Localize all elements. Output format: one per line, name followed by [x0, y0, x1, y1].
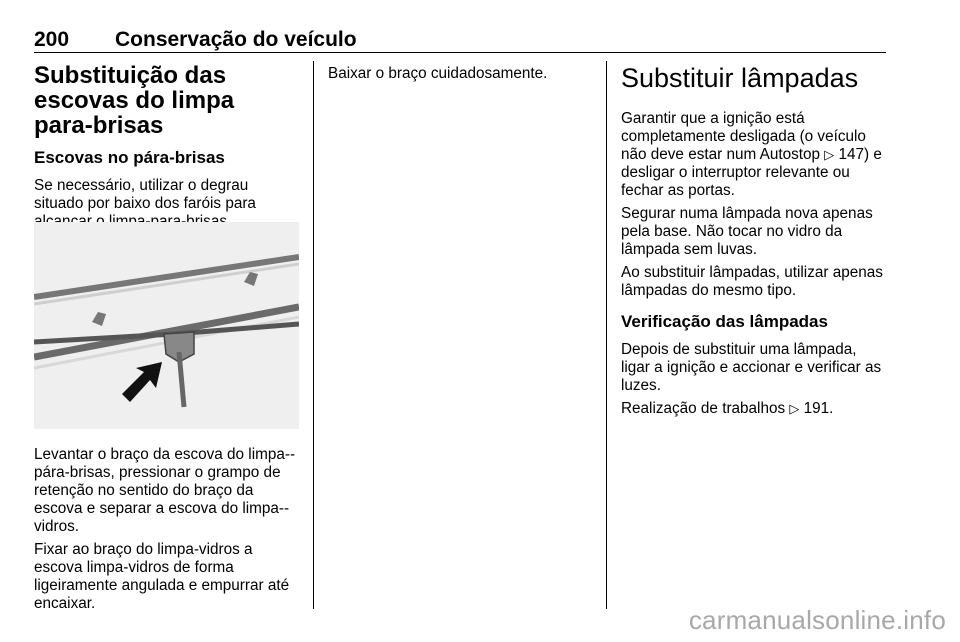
column-divider-2	[606, 61, 607, 609]
heading-replace-bulbs: Substituir lâmpadas	[621, 63, 859, 93]
paragraph-ignition-off-text: Garantir que a ignição está completamente desligada (o veículo não deve estar num Autostop	[621, 110, 866, 163]
column-left	[34, 63, 299, 231]
paragraph-ignition-off-tail: ) e desligar o interruptor relevante ou fechar as portas.	[621, 146, 882, 199]
page-reference-triangle-icon: ▷	[824, 147, 835, 162]
page-number: 200	[34, 28, 70, 51]
section-title: Conservação do veículo	[115, 28, 357, 51]
header-rule	[34, 52, 886, 53]
paragraph-remove-blade: Levantar o braço da escova do limpa--pára-brisas, pressionar o grampo de retenção no sentido do braço da escova e separar a escova do limpa--vidros.	[34, 446, 296, 535]
wiper-illustration	[34, 222, 299, 429]
heading-wiper-blades: Substituição das escovas do limpa para-brisas	[34, 62, 235, 139]
paragraph-attach-blade: Fixar ao braço do limpa-vidros a escova limpa-vidros de forma ligeiramente angulada e empurrar até encaixar.	[34, 541, 290, 612]
subheading-windscreen-wipers: Escovas no pára-brisas	[34, 148, 225, 167]
subheading-bulb-check: Verificação das lâmpadas	[621, 312, 828, 331]
paragraph-ignition-off	[621, 110, 886, 200]
page-reference-triangle-icon-2: ▷	[789, 401, 800, 416]
paragraph-check-lights: Depois de substituir uma lâmpada, ligar a ignição e accionar e verificar as luzes.	[621, 341, 882, 394]
paragraph-same-type: Ao substituir lâmpadas, utilizar apenas lâmpadas do mesmo tipo.	[621, 264, 883, 299]
paragraph-service-work	[621, 400, 886, 418]
paragraph-step-access: Se necessário, utilizar o degrau situado por baixo dos faróis para	[34, 177, 256, 212]
column-left-lower	[34, 446, 299, 613]
page-reference-147[interactable]: 147	[838, 146, 865, 163]
paragraph-lower-arm: Baixar o braço cuidadosamente.	[328, 65, 548, 82]
paragraph-hold-bulb: Segurar numa lâmpada nova apenas pela base. Não tocar no vidro da lâmpada sem luvas.	[621, 205, 873, 258]
watermark: carmanualsonline.info	[688, 605, 946, 635]
page-reference-191[interactable]: 191.	[803, 400, 834, 417]
column-middle	[328, 63, 593, 83]
column-divider-1	[313, 61, 314, 609]
paragraph-service-work-text: Realização de trabalhos	[621, 400, 786, 417]
page-header	[34, 28, 886, 50]
wiper-arm-drawing	[34, 222, 299, 429]
column-right	[621, 63, 886, 418]
